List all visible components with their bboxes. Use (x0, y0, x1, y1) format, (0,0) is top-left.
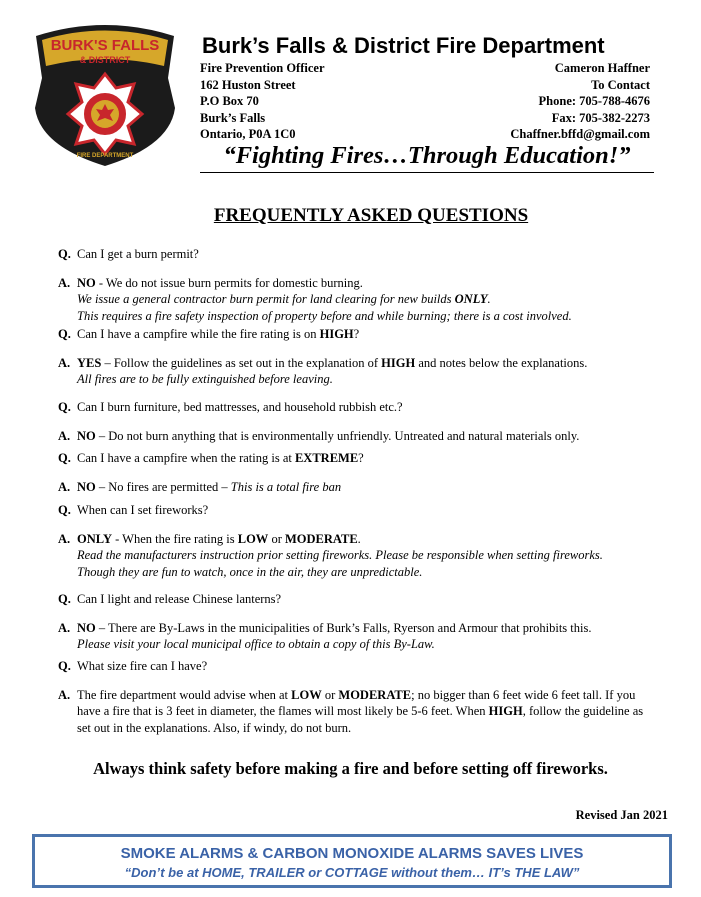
answer-lead: NO (77, 428, 96, 443)
faq-item (58, 246, 658, 325)
answer-label: A. (58, 687, 71, 702)
faq-item (58, 399, 658, 444)
faq-title: FREQUENTLY ASKED QUESTIONS (213, 205, 529, 226)
answer-row (58, 275, 658, 325)
question-label: Q. (58, 659, 71, 673)
answer-text: NO – Do not burn anything that is environmentally unfriendly. Untreated and natural materials only. (77, 428, 580, 443)
question-row (58, 399, 658, 416)
street-address: 162 Huston Street (200, 77, 296, 92)
po-box: P.O Box 70 (200, 94, 259, 109)
faq-item (58, 502, 658, 581)
question-label: Q. (58, 327, 71, 341)
question-text: Can I have a campfire when the rating is at EXTREME? (77, 451, 364, 465)
answer-text: The fire department would advise when at LOW or MODERATE; no bigger than 6 feet wide 6 feet tall. If you have a fire that is 3 feet in diameter, the flames will most likely be 5-6 feet. When HIGH, follow the guideline as set out in the explanations. Also, if windy, do not burn. (77, 687, 644, 736)
question-row (58, 591, 658, 608)
banner-subline: “Don’t be at HOME, TRAILER or COTTAGE without them… IT’s THE LAW” (124, 865, 580, 880)
answer-lead: NO (77, 275, 96, 290)
logo-ring-text: FIRE DEPARTMENT (76, 153, 134, 159)
question-label: Q. (58, 503, 71, 517)
question-row (58, 450, 658, 467)
question-text: Can I have a campfire while the fire rating is on HIGH? (77, 327, 360, 341)
header-divider (200, 172, 654, 173)
answer-text: NO – There are By-Laws in the municipalities of Burk’s Falls, Ryerson and Armour that prohibits this. Please visit your local municipal office to obtain a copy of this By-Law. (77, 620, 592, 652)
closing-statement: Always think safety before making a fire and before setting off fireworks. (93, 759, 608, 778)
contact-block (510, 60, 650, 143)
answer-lead: NO (77, 620, 96, 635)
answer-row (58, 479, 658, 496)
question-row (58, 502, 658, 519)
answer-row (58, 687, 658, 737)
faq-item (58, 326, 658, 388)
answer-lead: NO (77, 479, 96, 494)
revised-date: Revised Jan 2021 (575, 808, 668, 822)
question-row (58, 246, 658, 263)
question-text: Can I burn furniture, bed mattresses, and household rubbish etc.? (77, 400, 403, 414)
question-text: What size fire can I have? (77, 659, 208, 673)
answer-text: NO – No fires are permitted – This is a total fire ban (77, 479, 342, 494)
department-title: Burk’s Falls & District Fire Department (202, 33, 605, 58)
officer-address-block (200, 60, 325, 143)
question-text: When can I set fireworks? (77, 503, 209, 517)
answer-label: A. (58, 479, 71, 494)
answer-label: A. (58, 355, 71, 370)
question-label: Q. (58, 451, 71, 465)
faq-item (58, 591, 658, 653)
answer-text: ONLY - When the fire rating is LOW or MODERATE. Read the manufacturers instruction prior setting fireworks. Please be responsible when setting fireworks. Though they are fun to watch, once in the air, they are unpredictable. (77, 531, 603, 580)
answer-row (58, 428, 658, 445)
contact-email[interactable]: Chaffner.bffd@gmail.com (510, 127, 650, 142)
maltese-cross-icon (68, 74, 142, 154)
alarm-banner (32, 834, 672, 888)
answer-row (58, 355, 658, 388)
answer-label: A. (58, 275, 71, 290)
faq-item (58, 450, 658, 495)
question-row (58, 326, 658, 343)
faq-item (58, 658, 658, 737)
question-label: Q. (58, 592, 71, 606)
contact-label: To Contact (591, 77, 650, 92)
officer-title: Fire Prevention Officer (200, 61, 325, 75)
province-postal: Ontario, P0A 1C0 (200, 127, 296, 142)
town: Burk’s Falls (200, 110, 266, 125)
banner-headline: SMOKE ALARMS & CARBON MONOXIDE ALARMS SAVES LIVES (120, 845, 584, 862)
answer-lead: YES (77, 355, 102, 370)
contact-fax: Fax: 705-382-2273 (551, 110, 650, 125)
question-text: Can I get a burn permit? (77, 247, 199, 261)
question-row (58, 658, 658, 675)
slogan: “Fighting Fires…Through Education!” (223, 142, 631, 169)
answer-label: A. (58, 428, 71, 443)
answer-text: YES – Follow the guidelines as set out in the explanation of HIGH and notes below the explanations. All fires are to be fully extinguished before leaving. (77, 355, 588, 387)
answer-text: NO - We do not issue burn permits for domestic burning. We issue a general contractor burn permit for land clearing for new builds ONLY. This requires a fire safety inspection of property before and while burning; there is a cost involved. (77, 275, 572, 324)
contact-phone: Phone: 705-788-4676 (538, 94, 650, 109)
contact-name: Cameron Haffner (554, 61, 650, 75)
logo-text-line2: & DISTRICT (79, 55, 131, 65)
fire-department-logo (30, 18, 180, 168)
answer-lead: ONLY (77, 531, 112, 546)
question-label: Q. (58, 247, 71, 261)
answer-label: A. (58, 620, 71, 635)
question-text: Can I light and release Chinese lanterns? (77, 592, 282, 606)
answer-row (58, 620, 658, 653)
answer-label: A. (58, 531, 71, 546)
question-label: Q. (58, 400, 71, 414)
answer-row (58, 531, 658, 581)
logo-text-line1: BURK'S FALLS (50, 37, 160, 54)
